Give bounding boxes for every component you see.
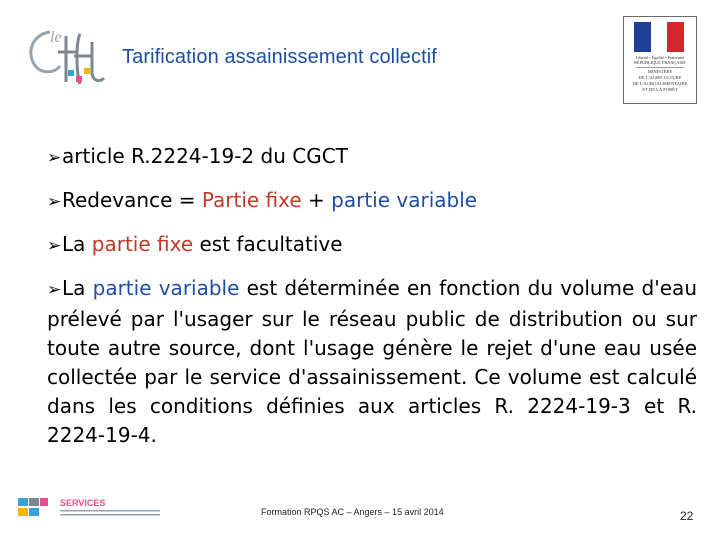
arrow-bullet-icon: ➢ — [47, 236, 62, 256]
cnfpt-logo — [20, 12, 120, 94]
slide-body — [47, 142, 697, 463]
arrow-bullet-icon: ➢ — [47, 280, 62, 300]
arrow-bullet-icon: ➢ — [47, 192, 62, 212]
bullet-redevance: ➢Redevance = Partie fixe + partie variable — [47, 186, 697, 217]
page-title: Tarification assainissement collectif — [122, 46, 437, 68]
footer-caption: Formation RPQS AC – Angers – 15 avril 2014 — [261, 507, 444, 517]
svg-text:le: le — [50, 29, 62, 46]
arrow-bullet-icon: ➢ — [47, 148, 62, 168]
bullet-article: ➢article R.2224-19-2 du CGCT — [47, 142, 697, 173]
ministry-name: MINISTÈRE DE L'AGRICULTURE DE L'AGROALIMENTAIRE ET DE LA FORÊT — [632, 69, 688, 92]
republic-motto: Liberté • Égalité • Fraternité RÉPUBLIQUE FRANÇAISE — [634, 55, 686, 65]
footer-services-logo — [16, 494, 166, 522]
bullet-partie-fixe: ➢La partie fixe est facultative — [47, 230, 697, 261]
bullet-partie-variable: ➢La partie variable est déterminée en fonction du volume d'eau prélevé par l'usager sur le réseau public de distribution ou sur toute autre source, dont l'usage génère le rejet d'une eau usée collectée par le service d'assainissement. Ce volume est calculé dans les conditions définies aux articles R. 2224-19-3 et R. 2224-19-4. — [47, 276, 697, 447]
ministry-logo — [623, 16, 697, 104]
french-flag-icon — [634, 22, 684, 52]
svg-text:SERVICES: SERVICES — [60, 498, 106, 508]
page-number: 22 — [680, 509, 694, 523]
